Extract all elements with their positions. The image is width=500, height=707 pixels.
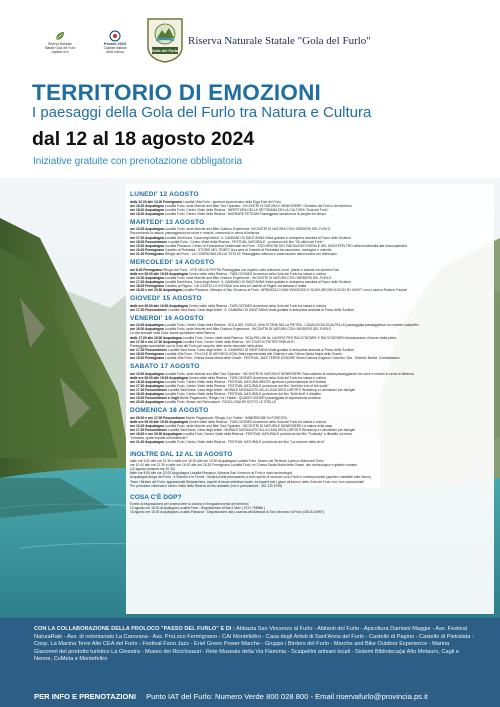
event-text: La vita animale nella Gola: scene quotidiane nella Riserva xyxy=(130,331,215,336)
event-time: ore 16.00 Acqualagna xyxy=(130,327,164,332)
logo-left-line-2: Statale Gola del Furlo xyxy=(44,45,76,50)
event-time: dalle ore 09.00 alle 19.00 Acqualagna xyxy=(130,271,188,276)
day-block xyxy=(130,407,490,444)
event-time: ore 17.30 Fossombrone xyxy=(130,347,168,352)
info-line xyxy=(34,692,428,701)
day-block xyxy=(130,315,490,360)
day-title: VENERDI' 16 AGOSTO xyxy=(130,314,204,322)
event-text: Raccontando la natura: passeggiando tra rocce e muschi, crescendo in cerca di bellezza xyxy=(130,231,260,236)
event-text: Località Sant'Anna, Casa degli Artisti : IL CAMMINO DI SANT'ANNA Visita guidata in anteprima assoluta al Parco delle Sculture xyxy=(167,307,355,312)
event-text: Località Furlo: Centro Visite della Riserva : NARRARE PETRAM Passeggiata narrativa tra le pieghe del tempo xyxy=(164,211,326,216)
event-time: ore 18.00 Fermignano xyxy=(130,351,165,356)
collaboration-lead: CON LA COLLABORAZIONE DELLA PROLOCO "PASSO DEL FURLO" E DI : xyxy=(34,626,235,632)
event-text: Località Pianacce, Centro di Educazione Ambientale del Furlo : ESCURSIONI DEL PAESAGGIO RURALE DEL MONTEFELTRO della biodiversità alla biocomplessità xyxy=(164,243,407,248)
day-title: GIOVEDI' 15 AGOSTO xyxy=(130,295,202,303)
event-text: Località Furlo, Centro Visite della Riserva : FESTIVAL NATURALE proiezione del film "Foolscity" e dibattito sul tema xyxy=(182,432,352,437)
leaf-icon xyxy=(54,30,66,42)
event-row xyxy=(130,288,490,292)
event-text: Monte Paganuccio, Rifugio Ca i Fabbri : QUADRI SONORI passeggiata di esplorazione acustica xyxy=(179,396,321,401)
logo-mid-line-1: Capitale italiana xyxy=(103,45,127,50)
event-time: ore 18.30 e ore 20.30 Acqualagna xyxy=(130,288,182,292)
reserve-logo-left xyxy=(40,30,80,54)
event-text: Località Furlo, sede Marche and Bike Tour Operator : INCONTRI DI NATURA E BENESSERE Raccontando la natura passeggiando tra rocce e muschi in cerca di bellezza xyxy=(164,371,414,376)
gola-del-furlo-badge xyxy=(146,17,184,63)
event-text: Località Villa Furlo, Chiesa Santa Maria delle Grazie : FESTIVAL JAZZ TERRE SONORE Seven Dances Eugenio Colombo, Sax - Roberto Bartoli, Contrabbasso xyxy=(165,356,400,361)
header xyxy=(0,0,500,72)
collaboration-list: Abbazia San Vincenzo al Furlo - Abitanti del Furlo - Apicoltura Damiani Maggie - Ass. Festival NaturaRale - Ass. di volontariato La Carovana - Ass. ProLoco Fermignano - CAI Montefeltro - Casa degli Artisti di Sant'Anna del Furlo - Castello di Pagino - Castello di Pietralata - Coop. La Macina Terre Alte CEA del Furlo - Festival Fano Jazz - Eriel Green Power Marche - Gruppo i Birders del Furlo - Marche and Bike Outdoor Experience - Marina Giacomel del prodotto turistico La Ginestra - Museo dei Riciclosauri - Rete Museale della Via Flaminia - Scalpellini artisani locali - Sistemi Biblioteca(ai Alto Metauro, Cagli e Nenne, CoMeta e Montefeltro xyxy=(34,626,474,663)
tagline: Iniziative gratuite con prenotazione obbligatoria xyxy=(33,156,243,167)
event-text: Località Furlo, Museo del Ricircusauri : RICICLOSAURI SOTTO LE STELLE xyxy=(164,400,277,405)
event-time: ore 19.00 Fermignano xyxy=(130,247,165,252)
extra-line: (12 agosto chiusura ore 20.30) xyxy=(130,467,175,472)
event-text: Località Furlo, Centro visite della Riserva : SCALPELLINI AL LAVORO PER RACCONTARE E RACCONTARSI dimostrazione di lavoro della pietra xyxy=(182,335,397,340)
event-time: ore 17.00 Acqualagna xyxy=(130,383,164,388)
extra-line: Team i Birders del Furlo: appassionati Birdwatchers, esperti di fauna selvatica locale, ed esperti tutti i giorni all'interno della Gola del Furlo con i loro cannocchiali xyxy=(130,479,364,484)
event-text: Località Furlo, Centro Visite della Riserva : UN TOUR DI PIETRE PARLANTI xyxy=(182,339,295,344)
badge-bottom-text: Gola del Furlo xyxy=(151,48,179,54)
event-time: ore 18.30 Acqualagna xyxy=(130,211,164,216)
event-text: Località Sant'Anna, Casa degli Artisti : MURALE MOSAICATO ALLA CASA DEGLI ARTISTI Workshop e Laboratorio per famiglie xyxy=(167,428,356,433)
event-text: Località Villa Furlo : apertura straordinaria della Diga Enel del Furlo xyxy=(182,199,281,204)
day-title: LUNEDI' 12 AGOSTO xyxy=(130,191,199,198)
logo-mid-line-2: della cultura xyxy=(106,49,124,54)
extra-line: Acqualagna Borgo del Furlo : Il Silenzio e le Forme - Mostra d'arte permanente a cielo aperto di sculture Lucio Fanti e contemporanee (aperta e visitabile tutto l'anno) xyxy=(130,475,371,480)
event-time: ore 17.00 e ore 17.30 Acqualagna xyxy=(130,339,182,344)
event-text: Rifugio del Furlo : LA COMPAGNIA DELLE STELLE Passeggiata notturna e osservazione astronomica con telescopio xyxy=(165,251,337,256)
event-time: ore 10.00 Acqualagna xyxy=(130,371,164,376)
collaboration-text xyxy=(34,626,474,664)
event-time: ore 10.00 Acqualagna xyxy=(130,424,164,429)
event-time: ore 17.30 Acqualagna xyxy=(130,235,164,240)
event-time: ore 10.00 Acqualagna xyxy=(130,275,164,280)
footer xyxy=(0,618,500,707)
pesaro-2024-logo xyxy=(92,30,138,54)
event-text: Località Sant'Anna, Casa degli Artisti : IL CAMMINO DI SANT'ANNA Visita guidata in anteprima assoluta al Parco delle Sculture xyxy=(164,235,352,240)
event-text: Località Furlo : Centro Visite della Riserva : FESTIVAL NATURALE - proiezioni del film "Gli ultimi del Furlo" xyxy=(167,239,324,244)
event-time: dalle ore 09.00 alle 19.00 Acqualagna xyxy=(130,419,188,424)
event-text: Centro visite della Riserva : FURLOZONES Avventura nella Gola del Furlo tra natura e cultura xyxy=(188,271,326,276)
event-time: ore 17.30 Fossombrone xyxy=(130,307,168,312)
logo-mid-title: Pesaro 2024 xyxy=(103,42,127,46)
event-time: dalle ore 09.00 alle 19.00 Acqualagna xyxy=(130,303,188,308)
event-text: Località Sant'Anna, Casa degli Artisti : MURALE MOSAICATO ALLA CASA DEGLI ARTISTI Workshop e Laboratorio per famiglie xyxy=(167,388,356,392)
event-time: dalle 10.00 alle 13.00 Fermignano xyxy=(130,199,183,204)
event-time: dalle ore 09.00 alle 19.00 Acqualagna xyxy=(130,375,188,380)
event-time: ore 21.30 Acqualagna xyxy=(130,440,164,445)
event-time: ore 18.00 Fossombrone xyxy=(130,239,168,244)
reserve-name: Riserva Naturale Statale "Gola del Furlo" xyxy=(188,35,371,47)
event-text: Località Furlo, Centro Visite della Riserva : FESTIVAL NATURALMENTE apertura e presentazione del Festival xyxy=(164,379,326,384)
extra-line: dalle ore 8.00 alle ore 23.00 Acqualagna Località Pianacce, Abbazia San Vincenzo al Furlo e scavi archeologici xyxy=(130,471,293,476)
extra-line: ore 10.00 alle ore 12.30 e dalle ore 16.00 alle ore 18.30 Fermignano Località Furlo, ex Chiesa Santa Maria delle Grazie, sito archeologico e gallerie romane xyxy=(130,463,358,468)
event-text: Località Furlo: Centro Visite della Riserva : INFERTURA DELLA SETTIMANA DELLA CULTURA "Gola del Furlo" xyxy=(164,207,329,212)
event-time: ore 20.00 Acqualagna xyxy=(130,400,164,405)
day-title: MARTEDI' 13 AGOSTO xyxy=(130,218,205,226)
event-row xyxy=(130,440,490,444)
program-panel xyxy=(126,184,494,614)
page-subtitle: I paesaggi della Gola del Furlo tra Natura e Cultura xyxy=(32,104,372,121)
page-title: TERRITORIO DI EMOZIONI xyxy=(32,80,321,105)
day-title: SABATO 17 AGOSTO xyxy=(130,363,200,371)
event-time: ore 17.30 Acqualagna xyxy=(130,279,164,284)
near-line: Eventi di degustazione per promuovere la cultura e l'enogastronomia del territorio xyxy=(130,502,249,507)
day-block xyxy=(130,363,490,404)
event-text: Castello di Pietralata : STORIE NEL TEMPO Una sera al Castello di Pietralata tra narrazione, immagine e melodie xyxy=(165,247,332,252)
event-time: ore 17.30 Fossombrone xyxy=(130,388,168,392)
extra-line: Per prenotare chiamare il centro Visite della Riserva al cibo adattate (info e prenotazioni : 342 120 5769) xyxy=(130,483,283,488)
event-time: ore 19.00 Fossombrone e Cagli xyxy=(130,396,179,401)
near-title: COSA C'È DOP? xyxy=(130,493,182,501)
event-text: Località Villa Furlo : PILLOLE DI ARCHEOLOGIA Visita esperienziale alle Gallerie e alla Chiesa Santa Maria delle Grazie xyxy=(165,351,342,356)
event-text: Località Furlo: sede Marche and Bike Tour Operator - INCONTRI DI NATURA E BENESSERE: Orchidee del Furlo e del territorio xyxy=(164,203,352,208)
day-title: DOMENICA 18 AGOSTO xyxy=(130,407,209,415)
extra-line: dalle ore 9.00 alle ore 12.30 e dalle ore 15.00 alle ore 19.00 Acqualagna Località Furlo, Museo del Territorio Lorenzo Marmozzi Torini xyxy=(130,459,324,464)
event-time: ore 18.00 Acqualagna xyxy=(130,207,164,212)
event-time: ore 19.00 Acqualagna xyxy=(130,243,164,248)
info-contact: Punto IAT del Furlo: Numero Verde 800 028 800 - Email riservafurlo@provincia.ps.it xyxy=(146,692,428,701)
day-block xyxy=(130,219,490,256)
event-row xyxy=(130,400,490,404)
day-block xyxy=(130,259,490,292)
event-time: ore 19.00 Fermignano xyxy=(130,356,165,361)
event-text: Centro visite della Riserva : FURLOZONES Avventura nella Gola del Furlo tra natura e cultura xyxy=(188,303,326,308)
event-row xyxy=(130,356,490,360)
event-text: Località Furlo, Centro Visite della Riserva : FESTIVAL NATURALE proiezione del film "Until the end of the world" xyxy=(164,383,329,388)
event-text: Località Furlo: sede Marche and Bike Outdoor Experience: INCONTRI DI NATURA CON I BIRDERS DEL FURLO xyxy=(164,227,331,232)
event-time: ore 16.00 Acqualagna xyxy=(130,203,164,208)
event-text: Castello di Pagino : UN CASTELLO IN FIABA Una sera al Castello di Pagino tra fantasia e realtà xyxy=(165,283,307,288)
event-time: ore 18.00 Fermignano xyxy=(130,283,165,288)
event-text: Località Sant'Anna, Casa degli Artisti : IL CAMMINO DI SANT'ANNA Visita guidata in anteprima assoluta al Parco delle Sculture xyxy=(167,347,355,352)
event-time: ore 18.30 Acqualagna xyxy=(130,392,164,397)
event-text: Località Sant'Anna, Casa degli Artisti : IL CAMMINO DI SANT'ANNA Visita guidata in anteprima assoluta al Parco delle Sculture xyxy=(164,279,352,284)
info-label: PER INFO E PRENOTAZIONI xyxy=(34,692,136,701)
event-text: "Industria, quale impatto sull'ambiente?" xyxy=(130,436,189,441)
event-time: dalle 17.00 alle 19.00 Acqualagna xyxy=(130,335,182,340)
event-text: Passeggiata accessibile con la Gola del Furlo per scoprire delle storie nascoste nella pietra xyxy=(130,343,263,348)
day-block xyxy=(130,191,490,216)
event-dates: dal 12 al 18 agosto 2024 xyxy=(32,128,255,150)
day-title: MERCOLEDI' 14 AGOSTO xyxy=(130,259,215,267)
event-time: ore 09.00 e ore 17.00 Fossombrone xyxy=(130,415,185,420)
event-text: Località Furlo, Centro Visite della Riserva : FESTIVAL NATURALE proiezione del film "La canzone della terra" xyxy=(164,440,325,445)
logo-left-line-3: capitale eco xyxy=(51,49,69,54)
event-row xyxy=(130,308,490,312)
event-text: Centro visite della Riserva : FURLOZONES Avventura nella Gola del Furlo tra natura e cultura xyxy=(188,375,326,380)
event-time: ore 8.00 Fermignano xyxy=(130,267,163,272)
event-text: Rifugio del Furlo : VITE NELLA PIETRA Passeggiata con esperto sulla relazione rocce, piante e animali con Andrea Fazi xyxy=(163,267,339,272)
event-time: ore 16.30 Acqualagna xyxy=(130,379,164,384)
event-text: Località Furlo, Centro Visite della Riserva : GOLA DEL FURLO: UNA STORIA NELLA PIETRA - L'ANALISI DA SCALPELLA! passeggiata paesaggistica con maestri scalpellini xyxy=(164,323,419,328)
event-text: Località Furlo, sede Marche and Bike Outdoor Experience : INCONTRI DI NATURA CON I BIRDERS DEL FURLO xyxy=(164,327,332,332)
event-text: Località Furlo, sede Marche and Bike Tour Operator : INCONTRI DI NATURA E BENESSERE La natura nella casa xyxy=(164,424,333,429)
event-text: Centro visite della Riserva : FURLOZONES Avventura nella Gola del Furlo tra natura e cultura xyxy=(188,419,326,424)
event-text: Località Pianacce, Abbazia di San Vincenzo al Furlo : ARRAZZA DI SAN VINCENZO E SCAVI ARCHEOLOGICI BY NIGHT con lo storico Roberto Pazzeri xyxy=(182,288,408,292)
day-block xyxy=(130,295,490,312)
event-time: ore 17.30 Fossombrone xyxy=(130,428,168,433)
pesaro-mark-icon xyxy=(109,30,121,42)
event-text: Monte Paganuccio, Rifugio Ca i Fabbri : IMMERSIONE IN FORESTA xyxy=(185,415,287,420)
event-text: Località Furlo, Centro Visite della Riserva : FESTIVAL NATURALE proiezione del film "Dritti finiti" e dibattito xyxy=(164,392,321,397)
event-time: ore 18.00 e ore 20.00 Acqualagna xyxy=(130,432,182,437)
event-time: ore 10.00 Acqualagna xyxy=(130,323,164,328)
extra-title: INOLTRE DAL 12 AL 18 AGOSTO xyxy=(130,450,233,458)
event-time: ore 10.00 Acqualagna xyxy=(130,227,164,232)
near-line: 12 agosto ore 18.30 Acqualagna Località Furlo : Degustazione al Bar Il Nido ( 0721 798686 ) xyxy=(130,506,266,511)
logo-left-line-1: Riserva Naturale xyxy=(48,42,72,46)
event-row xyxy=(130,212,490,216)
event-time: ore 21.00 Fermignano xyxy=(130,251,165,256)
event-row xyxy=(130,252,490,256)
event-text: Località Furlo: sede Marche and Bike Outdoor Experience : INCONTRI DI NATURA CON I BIRDERS DEL FURLO xyxy=(164,275,332,280)
near-line: 18 agosto ore 18.30 Acqualagna Località Pianacce : Degustazione alla Locanda dell'Abbazia di San Vincenzo al Furlo (334 8144997) xyxy=(130,510,325,515)
